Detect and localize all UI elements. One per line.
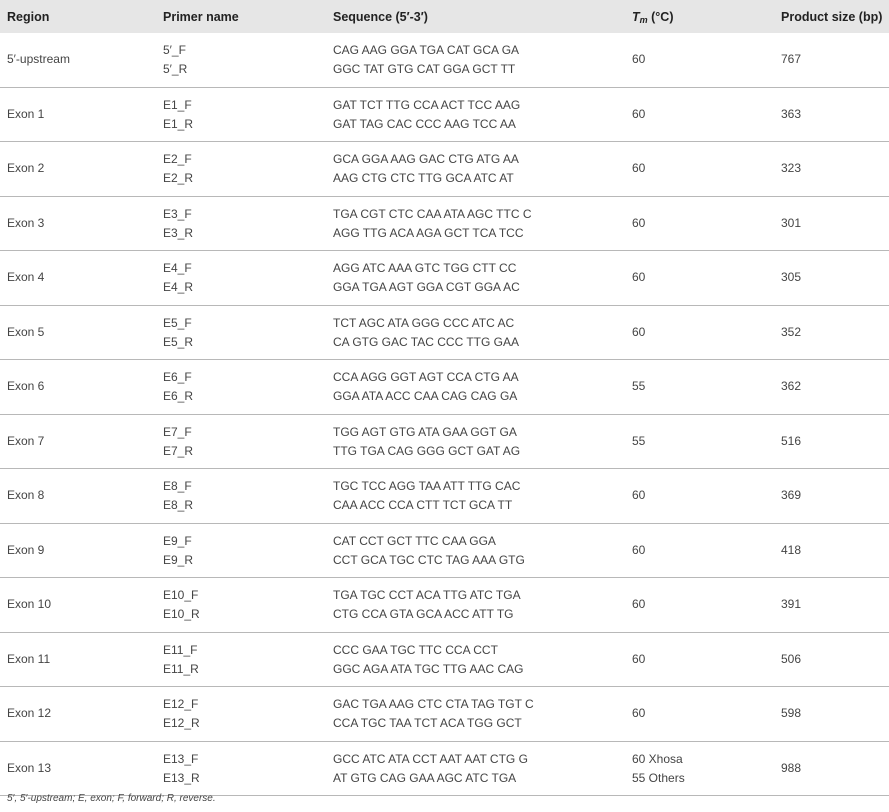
sequence-forward: GAT TCT TTG CCA ACT TCC AAG [333, 97, 521, 112]
tm-cell: 60 [632, 52, 646, 66]
region-cell: Exon 9 [7, 542, 45, 557]
region-cell: Exon 2 [7, 161, 45, 175]
tm-cell: 60 [632, 215, 646, 230]
tm-cell: 60 [632, 706, 646, 720]
primer-reverse: E13_R [163, 770, 200, 785]
table-row [0, 197, 889, 252]
table-row [0, 33, 889, 88]
sequence-reverse: GGA ATA ACC CAA CAG CAG GA [333, 389, 518, 403]
table-row [0, 142, 889, 197]
primer-reverse: E9_R [163, 552, 194, 567]
sequence-reverse: TTG TGA CAG GGG GCT GAT AG [333, 443, 521, 458]
primer-reverse: E4_R [163, 280, 194, 294]
sequence-reverse: AT GTG CAG GAA AGC ATC TGA [333, 770, 517, 785]
sequence-forward: CAT CCT GCT TTC CAA GGA [333, 533, 496, 548]
tm-cell: 55 [632, 379, 646, 393]
sequence-forward: TGC TCC AGG TAA ATT TTG CAC [333, 479, 521, 493]
primer-reverse: 5′_R [163, 62, 188, 76]
tm-cell: 60 [632, 542, 646, 557]
region-cell: Exon 13 [7, 760, 52, 775]
tm-cell: 60 [632, 597, 646, 611]
sequence-forward: TCT AGC ATA GGG CCC ATC AC [333, 315, 515, 330]
sequence-reverse: AAG CTG CTC TTG GCA ATC AT [333, 171, 514, 185]
table-row [0, 469, 889, 524]
region-cell: Exon 11 [7, 651, 51, 666]
product-size-cell: 598 [781, 706, 802, 720]
region-cell: Exon 6 [7, 379, 45, 393]
region-cell: Exon 10 [7, 597, 52, 611]
primer-forward: E5_F [163, 315, 192, 330]
primer-reverse: E12_R [163, 716, 200, 730]
primer-reverse: E10_R [163, 607, 200, 621]
primer-reverse: E2_R [163, 171, 194, 185]
product-size-cell: 362 [781, 379, 802, 393]
table-row [0, 742, 889, 797]
primer-forward: E1_F [163, 97, 192, 112]
sequence-reverse: CA GTG GAC TAC CCC TTG GAA [333, 334, 520, 349]
primer-forward: E4_F [163, 261, 192, 275]
sequence-forward: GCA GGA AAG GAC CTG ATG AA [333, 152, 519, 166]
table-row [0, 415, 889, 470]
header-product-size: Product size (bp) [781, 10, 883, 24]
header-primer-name: Primer name [163, 10, 239, 24]
sequence-forward: CCA AGG GGT AGT CCA CTG AA [333, 370, 519, 384]
primer-forward: 5′_F [163, 43, 186, 57]
region-cell: Exon 1 [7, 106, 45, 121]
sequence-forward: GAC TGA AAG CTC CTA TAG TGT C [333, 697, 534, 711]
primer-forward: E13_F [163, 751, 199, 766]
sequence-forward: AGG ATC AAA GTC TGG CTT CC [333, 261, 517, 275]
sequence-reverse: CCT GCA TGC CTC TAG AAA GTG [333, 552, 525, 567]
sequence-forward: CCC GAA TGC TTC CCA CCT [333, 642, 498, 657]
product-size-cell: 391 [781, 597, 802, 611]
header-tm-sub: m [639, 15, 648, 25]
product-size-cell: 323 [781, 161, 802, 175]
sequence-reverse: CTG CCA GTA GCA ACC ATT TG [333, 607, 514, 621]
region-cell: 5′-upstream [7, 52, 70, 66]
region-cell: Exon 5 [7, 324, 45, 339]
product-size-cell: 516 [781, 433, 802, 448]
sequence-forward: TGA TGC CCT ACA TTG ATC TGA [333, 588, 521, 602]
primer-forward: E10_F [163, 588, 199, 602]
table-row [0, 306, 889, 361]
sequence-forward: GCC ATC ATA CCT AAT AAT CTG G [333, 751, 528, 766]
header-tm-unit: (°C) [647, 10, 674, 24]
table-row [0, 251, 889, 306]
product-size-cell: 767 [781, 52, 802, 66]
primer-reverse: E3_R [163, 225, 194, 240]
tm-cell: 60 [632, 324, 646, 339]
tm-cell: 60 [632, 161, 646, 175]
table-row [0, 578, 889, 633]
table-body [0, 33, 889, 796]
region-cell: Exon 7 [7, 433, 45, 448]
header-sequence: Sequence (5′-3′) [333, 10, 428, 24]
product-size-cell: 506 [781, 651, 802, 666]
primer-reverse: E5_R [163, 334, 194, 349]
product-size-cell: 352 [781, 324, 802, 339]
sequence-forward: TGG AGT GTG ATA GAA GGT GA [333, 424, 517, 439]
sequence-reverse: GGC AGA ATA TGC TTG AAC CAG [333, 661, 524, 676]
primer-reverse: E6_R [163, 389, 194, 403]
tm-cell: 55 [632, 433, 646, 448]
table-row [0, 88, 889, 143]
region-cell: Exon 3 [7, 215, 45, 230]
header-region: Region [7, 10, 50, 24]
product-size-cell: 988 [781, 760, 802, 775]
product-size-cell: 305 [781, 270, 802, 284]
tm-cell-line-2: 55 Others [632, 770, 685, 785]
table-row [0, 524, 889, 579]
tm-cell: 60 [632, 270, 646, 284]
primer-forward: E7_F [163, 424, 192, 439]
primer-forward: E6_F [163, 370, 192, 384]
region-cell: Exon 8 [7, 488, 45, 502]
product-size-cell: 369 [781, 488, 802, 502]
primer-reverse: E8_R [163, 498, 194, 512]
primer-forward: E3_F [163, 206, 192, 221]
primer-reverse: E1_R [163, 116, 194, 131]
primer-forward: E11_F [163, 642, 198, 657]
region-cell: Exon 4 [7, 270, 45, 284]
sequence-forward: TGA CGT CTC CAA ATA AGC TTC C [333, 206, 532, 221]
primer-forward: E9_F [163, 533, 192, 548]
primer-forward: E8_F [163, 479, 192, 493]
region-cell: Exon 12 [7, 706, 52, 720]
sequence-forward: CAG AAG GGA TGA CAT GCA GA [333, 43, 520, 57]
primer-reverse: E11_R [163, 661, 199, 676]
product-size-cell: 301 [781, 215, 802, 230]
table-header [0, 0, 889, 33]
tm-cell: 60 [632, 106, 646, 121]
product-size-cell: 363 [781, 106, 802, 121]
sequence-reverse: CAA ACC CCA CTT TCT GCA TT [333, 498, 513, 512]
sequence-reverse: GAT TAG CAC CCC AAG TCC AA [333, 116, 516, 131]
sequence-reverse: CCA TGC TAA TCT ACA TGG GCT [333, 716, 522, 730]
sequence-reverse: AGG TTG ACA AGA GCT TCA TCC [333, 225, 524, 240]
table-row [0, 687, 889, 742]
sequence-reverse: GGC TAT GTG CAT GGA GCT TT [333, 62, 516, 76]
header-tm [632, 10, 673, 25]
table-row [0, 360, 889, 415]
table-footnote: 5′, 5′-upstream; E, exon; F, forward; R, reverse. [7, 793, 216, 804]
table-row [0, 633, 889, 688]
primer-forward: E2_F [163, 152, 192, 166]
sequence-reverse: GGA TGA AGT GGA CGT GGA AC [333, 280, 520, 294]
header-tm-symbol: T [632, 10, 640, 24]
tm-cell: 60 [632, 488, 646, 502]
tm-cell-line-1: 60 Xhosa [632, 751, 683, 766]
product-size-cell: 418 [781, 542, 802, 557]
tm-cell: 60 [632, 651, 646, 666]
primer-reverse: E7_R [163, 443, 194, 458]
primer-forward: E12_F [163, 697, 199, 711]
